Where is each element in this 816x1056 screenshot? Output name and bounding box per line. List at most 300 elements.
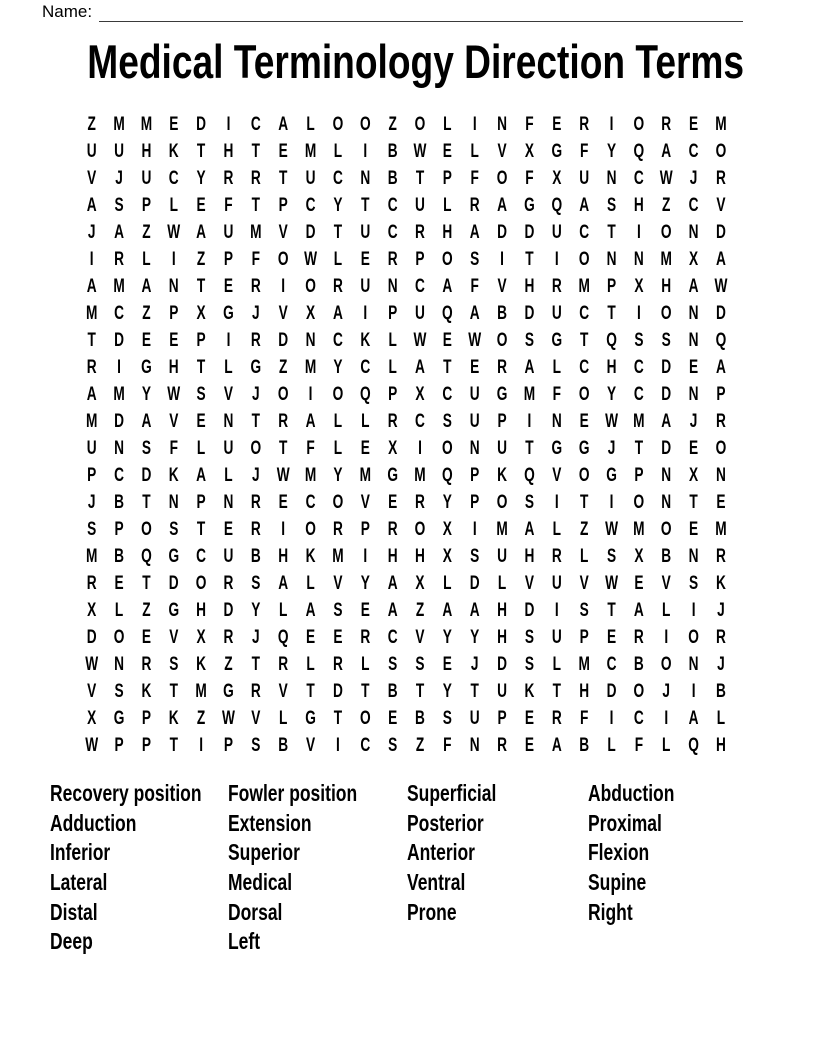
grid-letter: T [607, 600, 616, 621]
grid-letter: V [552, 465, 562, 486]
grid-letter: D [661, 438, 672, 459]
grid-letter: P [634, 465, 644, 486]
grid-letter: T [552, 681, 561, 702]
grid-letter: T [251, 411, 261, 432]
grid-letter: S [333, 600, 343, 621]
grid-letter: Q [141, 546, 152, 567]
grid-letter: E [442, 141, 452, 162]
grid-letter: X [87, 600, 97, 621]
grid-letter: J [689, 168, 698, 189]
grid-letter: T [525, 438, 534, 459]
grid-letter: A [442, 600, 453, 621]
grid-letter: J [252, 384, 260, 405]
grid-letter: G [551, 438, 563, 459]
word-bank-item [588, 779, 702, 809]
grid-letter: I [171, 249, 176, 270]
grid-letter: L [361, 654, 370, 675]
grid-letter: T [361, 681, 370, 702]
grid-letter: R [579, 114, 590, 135]
grid-letter: T [443, 357, 452, 378]
grid-letter: C [688, 141, 699, 162]
grid-letter: E [579, 411, 589, 432]
grid-letter: H [497, 627, 508, 648]
grid-letter: O [578, 465, 590, 486]
word-bank-item-label: Adduction [50, 809, 137, 836]
grid-letter: O [305, 276, 316, 297]
grid-letter: Y [606, 384, 617, 405]
grid-letter: M [113, 114, 125, 135]
grid-letter: P [497, 411, 507, 432]
grid-letter: T [251, 195, 261, 216]
grid-letter: M [715, 519, 727, 540]
grid-letter: E [196, 195, 206, 216]
grid-letter: N [168, 276, 179, 297]
grid-letter: T [415, 681, 425, 702]
grid-letter: R [661, 114, 672, 135]
word-bank-item-label: Flexion [588, 839, 650, 866]
grid-letter: T [525, 249, 534, 270]
grid-letter: J [662, 681, 671, 702]
grid-letter: J [717, 600, 725, 621]
grid-letter: U [551, 222, 562, 243]
grid-letter: X [689, 465, 699, 486]
grid-letter: E [634, 573, 644, 594]
grid-letter: U [551, 303, 562, 324]
grid-letter: M [85, 303, 98, 324]
word-bank-item [228, 927, 398, 957]
grid-letter: O [715, 438, 727, 459]
grid-letter: Z [87, 114, 96, 135]
grid-letter: D [114, 330, 124, 351]
grid-letter: L [552, 357, 561, 378]
grid-letter: N [661, 465, 672, 486]
grid-letter: C [168, 168, 179, 189]
grid-letter: P [223, 735, 234, 756]
grid-letter: U [551, 627, 562, 648]
grid-letter: D [716, 303, 726, 324]
grid-letter: B [278, 735, 289, 756]
grid-letter: H [524, 546, 535, 567]
grid-letter: R [415, 222, 425, 243]
grid-letter: W [276, 465, 290, 486]
grid-letter: I [199, 735, 204, 756]
grid-letter: R [387, 519, 398, 540]
grid-letter: W [714, 276, 728, 297]
grid-letter: G [141, 357, 152, 378]
grid-letter: R [469, 195, 480, 216]
grid-letter: H [141, 141, 152, 162]
grid-letter: L [196, 438, 206, 459]
grid-letter: A [141, 411, 152, 432]
grid-letter: R [551, 708, 562, 729]
grid-letter: C [579, 357, 590, 378]
grid-letter: L [443, 195, 452, 216]
grid-letter: B [633, 654, 644, 675]
grid-letter: J [115, 168, 123, 189]
grid-letter: R [387, 411, 398, 432]
word-bank-item-label: Ventral [407, 869, 466, 896]
grid-letter: U [223, 438, 234, 459]
grid-letter: O [496, 168, 508, 189]
grid-letter: R [716, 411, 726, 432]
grid-letter: U [223, 546, 234, 567]
grid-letter: U [141, 168, 152, 189]
grid-letter: L [497, 573, 507, 594]
grid-letter: S [169, 519, 179, 540]
grid-letter: P [141, 708, 151, 729]
grid-letter: A [579, 195, 590, 216]
grid-letter: F [470, 276, 479, 297]
word-bank-item-label: Right [588, 898, 633, 925]
grid-letter: J [87, 222, 96, 243]
grid-letter: T [196, 357, 206, 378]
grid-letter: L [306, 114, 315, 135]
grid-letter: O [660, 654, 672, 675]
grid-letter: C [305, 195, 316, 216]
grid-letter: L [716, 708, 726, 729]
grid-letter: Z [415, 735, 425, 756]
grid-letter: E [141, 627, 151, 648]
grid-letter: S [470, 546, 480, 567]
grid-letter: B [387, 168, 398, 189]
grid-letter: Q [359, 384, 371, 405]
grid-letter: E [388, 708, 398, 729]
grid-letter: O [141, 519, 152, 540]
name-blank-line [99, 6, 743, 22]
grid-letter: R [716, 168, 726, 189]
grid-letter: T [196, 519, 206, 540]
grid-letter: S [579, 600, 589, 621]
grid-letter: W [167, 384, 181, 405]
grid-letter: O [195, 573, 207, 594]
grid-letter: I [363, 303, 368, 324]
grid-letter: D [716, 222, 726, 243]
grid-letter: G [496, 384, 508, 405]
grid-letter: M [304, 465, 317, 486]
grid-letter: C [688, 195, 699, 216]
grid-letter: S [251, 573, 261, 594]
grid-letter: I [336, 735, 340, 756]
grid-letter: D [497, 222, 508, 243]
grid-letter: M [633, 519, 645, 540]
grid-letter: R [551, 276, 562, 297]
grid-letter: J [607, 438, 616, 459]
word-bank-column [50, 779, 249, 957]
grid-letter: B [114, 492, 124, 513]
grid-letter: L [333, 438, 343, 459]
grid-letter: O [633, 114, 645, 135]
grid-letter: I [117, 357, 121, 378]
word-bank-item [50, 897, 249, 927]
grid-letter: E [689, 438, 699, 459]
grid-letter: C [579, 303, 590, 324]
word-bank-item [588, 838, 702, 868]
grid-letter: S [524, 330, 535, 351]
grid-letter: Z [415, 600, 425, 621]
word-bank-item [588, 868, 702, 898]
grid-letter: L [552, 654, 561, 675]
grid-letter: W [85, 735, 99, 756]
grid-letter: A [524, 357, 535, 378]
grid-letter: E [114, 573, 124, 594]
grid-letter: Y [470, 627, 480, 648]
grid-letter: C [606, 654, 617, 675]
grid-letter: H [579, 681, 590, 702]
grid-letter: S [196, 384, 206, 405]
grid-letter: E [606, 627, 617, 648]
grid-letter: O [660, 303, 672, 324]
grid-letter: O [277, 249, 289, 270]
grid-letter: N [360, 168, 371, 189]
grid-letter: R [278, 654, 289, 675]
grid-letter: O [660, 222, 672, 243]
grid-letter: H [415, 546, 425, 567]
grid-letter: Y [251, 600, 261, 621]
grid-letter: T [607, 303, 616, 324]
word-bank-item-label: Superior [228, 839, 300, 866]
grid-letter: M [578, 276, 590, 297]
grid-letter: Q [442, 303, 453, 324]
grid-letter: P [716, 384, 726, 405]
grid-letter: P [497, 708, 507, 729]
grid-letter: R [114, 249, 124, 270]
word-bank-item-label: Lateral [50, 869, 108, 896]
grid-letter: A [661, 411, 672, 432]
word-bank-item [228, 838, 398, 868]
grid-letter: L [224, 357, 233, 378]
grid-letter: R [223, 573, 234, 594]
grid-letter: Y [606, 141, 617, 162]
grid-letter: A [86, 276, 97, 297]
grid-letter: P [278, 195, 288, 216]
grid-letter: S [87, 519, 97, 540]
grid-letter: K [196, 654, 207, 675]
grid-letter: R [250, 168, 261, 189]
grid-letter: P [579, 627, 589, 648]
grid-letter: I [636, 222, 641, 243]
grid-letter: U [579, 168, 590, 189]
grid-letter: V [716, 195, 726, 216]
grid-letter: E [360, 600, 370, 621]
grid-letter: E [223, 276, 234, 297]
grid-letter: P [141, 195, 151, 216]
grid-letter: P [360, 519, 370, 540]
grid-letter: V [579, 573, 589, 594]
grid-letter: I [418, 438, 422, 459]
grid-letter: L [224, 465, 233, 486]
grid-letter: I [472, 114, 477, 135]
grid-letter: W [659, 168, 673, 189]
grid-letter: P [196, 492, 206, 513]
grid-letter: A [524, 519, 535, 540]
grid-letter: T [142, 492, 151, 513]
grid-letter: O [688, 627, 699, 648]
grid-letter: C [633, 168, 644, 189]
grid-letter: P [388, 384, 398, 405]
grid-letter: Z [662, 195, 671, 216]
grid-letter: R [250, 492, 261, 513]
grid-letter: R [141, 654, 152, 675]
grid-letter: F [525, 168, 534, 189]
grid-letter: W [605, 519, 618, 540]
grid-letter: R [497, 357, 508, 378]
grid-letter: S [251, 735, 261, 756]
grid-letter: H [278, 546, 289, 567]
grid-letter: G [113, 708, 125, 729]
grid-letter: O [305, 519, 316, 540]
grid-letter: C [415, 276, 425, 297]
grid-letter: P [87, 465, 97, 486]
grid-letter: M [250, 222, 262, 243]
grid-letter: L [662, 600, 671, 621]
grid-letter: Q [277, 627, 289, 648]
grid-letter: R [250, 681, 261, 702]
grid-letter: A [196, 222, 207, 243]
grid-letter: M [715, 114, 727, 135]
grid-letter: L [279, 600, 288, 621]
grid-letter: T [607, 222, 616, 243]
grid-letter: C [633, 384, 644, 405]
grid-letter: Z [579, 519, 589, 540]
grid-letter: V [223, 384, 234, 405]
grid-letter: R [86, 357, 97, 378]
grid-letter: Q [633, 141, 645, 162]
grid-letter: D [606, 681, 617, 702]
grid-letter: O [715, 141, 727, 162]
grid-letter: R [250, 276, 261, 297]
grid-letter: R [332, 654, 343, 675]
grid-letter: A [387, 600, 398, 621]
grid-letter: N [688, 384, 699, 405]
grid-letter: L [443, 114, 452, 135]
word-bank-item-label: Left [228, 928, 261, 955]
grid-letter: M [85, 411, 98, 432]
grid-letter: R [223, 168, 234, 189]
grid-letter: G [305, 708, 316, 729]
grid-letter: N [606, 168, 617, 189]
word-bank-item-label: Extension [228, 809, 312, 836]
grid-letter: H [196, 600, 207, 621]
word-bank-item-label: Dorsal [228, 898, 283, 925]
grid-letter: S [442, 411, 452, 432]
grid-letter: O [414, 114, 426, 135]
grid-letter: U [497, 681, 508, 702]
grid-letter: R [633, 627, 644, 648]
grid-letter: C [250, 114, 261, 135]
grid-letter: R [250, 330, 261, 351]
grid-letter: W [167, 222, 181, 243]
grid-letter: I [554, 600, 559, 621]
grid-letter: U [469, 708, 480, 729]
word-bank-item-label: Abduction [588, 780, 675, 807]
grid-letter: X [305, 303, 316, 324]
grid-letter: O [578, 249, 590, 270]
grid-letter: J [689, 411, 698, 432]
grid-letter: S [141, 438, 151, 459]
grid-letter: M [523, 384, 536, 405]
grid-letter: D [223, 600, 234, 621]
grid-letter: O [633, 492, 645, 513]
grid-letter: L [552, 519, 561, 540]
grid-letter: A [442, 276, 453, 297]
grid-letter: N [223, 492, 234, 513]
word-bank-item [228, 868, 398, 898]
grid-letter: U [415, 195, 425, 216]
grid-letter: Z [388, 114, 397, 135]
word-bank-item [588, 809, 702, 839]
grid-letter: A [278, 573, 289, 594]
grid-letter: X [689, 249, 699, 270]
grid-letter: S [415, 654, 425, 675]
grid-letter: B [415, 708, 425, 729]
grid-letter: M [195, 681, 207, 702]
grid-letter: A [497, 195, 508, 216]
grid-letter: V [278, 303, 288, 324]
grid-letter: M [578, 654, 590, 675]
word-bank-item-label: Deep [50, 928, 93, 955]
word-bank-item [228, 779, 398, 809]
grid-letter: C [579, 222, 590, 243]
grid-letter: I [527, 411, 532, 432]
grid-letter: E [360, 249, 370, 270]
grid-letter: O [633, 681, 645, 702]
grid-letter: X [442, 519, 452, 540]
grid-letter: X [634, 276, 644, 297]
word-bank-item [50, 927, 249, 957]
grid-letter: A [114, 222, 124, 243]
grid-letter: T [333, 708, 343, 729]
grid-letter: H [387, 546, 398, 567]
grid-letter: D [332, 681, 343, 702]
grid-letter: U [360, 222, 371, 243]
grid-letter: E [196, 411, 206, 432]
grid-letter: I [363, 546, 368, 567]
grid-letter: S [689, 573, 699, 594]
grid-letter: N [688, 330, 699, 351]
grid-letter: X [415, 384, 425, 405]
grid-letter: X [196, 627, 206, 648]
grid-letter: A [688, 708, 699, 729]
grid-letter: Y [333, 357, 343, 378]
grid-letter: T [470, 681, 479, 702]
grid-letter: R [360, 627, 371, 648]
word-bank-item [407, 868, 525, 898]
grid-letter: Z [142, 222, 151, 243]
grid-letter: F [552, 384, 561, 405]
grid-letter: E [689, 519, 699, 540]
grid-letter: U [305, 168, 316, 189]
grid-letter: S [661, 330, 671, 351]
grid-letter: X [196, 303, 206, 324]
grid-letter: V [169, 627, 179, 648]
word-bank-item [407, 779, 525, 809]
grid-letter: G [606, 465, 617, 486]
grid-letter: V [661, 573, 671, 594]
grid-letter: R [223, 627, 234, 648]
grid-letter: O [250, 438, 262, 459]
grid-letter: I [89, 249, 94, 270]
grid-letter: C [442, 384, 453, 405]
grid-letter: Y [196, 168, 206, 189]
grid-letter: N [114, 654, 124, 675]
grid-letter: O [359, 708, 371, 729]
grid-letter: S [606, 195, 617, 216]
grid-letter: S [606, 546, 617, 567]
grid-letter: F [169, 438, 178, 459]
grid-letter: D [278, 330, 289, 351]
grid-letter: C [387, 222, 398, 243]
grid-letter: H [168, 357, 179, 378]
